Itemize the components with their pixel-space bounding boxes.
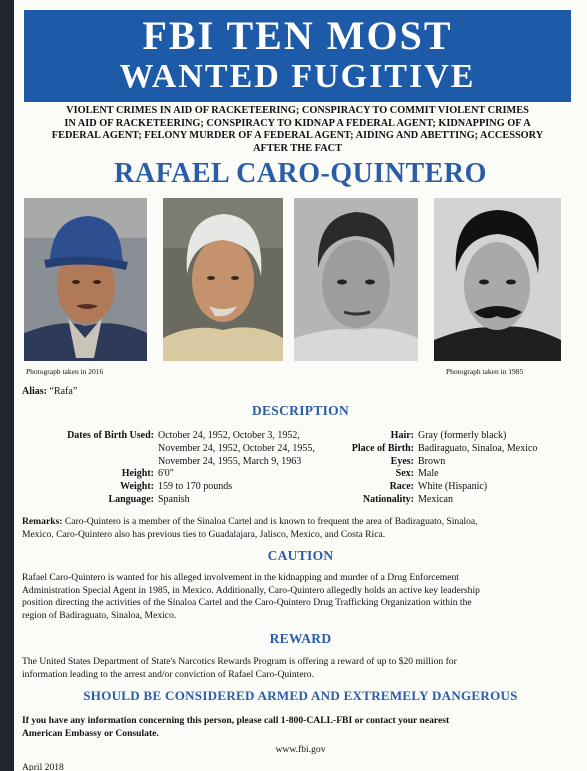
alias	[22, 386, 77, 397]
remarks	[22, 516, 574, 541]
contact-line: If you have any information concerning this person, please call 1-800-CALL-FBI or contact your nearest	[22, 715, 450, 726]
sex-value: Male	[418, 468, 439, 480]
height-value: 6'0"	[158, 468, 174, 480]
dob-line: November 24, 1952, October 24, 1955,	[158, 442, 315, 454]
caution-text	[22, 572, 574, 622]
remarks-label: Remarks:	[22, 516, 63, 527]
reward-heading: REWARD	[269, 631, 332, 646]
charges-line: VIOLENT CRIMES IN AID OF RACKETEERING; CONSPIRACY TO COMMIT VIOLENT CRIMES	[66, 105, 529, 116]
fugitive-name: RAFAEL CARO-QUINTERO	[114, 158, 487, 189]
photo-2016	[24, 198, 147, 361]
reward-line: The United States Department of State's Narcotics Rewards Program is offering a reward of up to $20 million for	[22, 656, 457, 667]
photo-caption-right: Photograph taken in 1985	[446, 367, 524, 376]
charges-list	[22, 105, 573, 155]
right-labels	[314, 430, 414, 507]
language-value: Spanish	[158, 493, 190, 505]
contact-info	[22, 714, 574, 740]
charges-line: FEDERAL AGENT; FELONY MURDER OF A FEDERAL AGENT; AIDING AND ABETTING; ACCESSORY	[51, 130, 544, 142]
remarks-line: Caro-Quintero is a member of the Sinaloa Cartel and is known to frequent the area of Badiraguato, Sinaloa,	[64, 516, 478, 527]
title-banner	[24, 10, 571, 102]
alias-label: Alias:	[22, 386, 47, 397]
caution-line: region of Badiraguato, Sinaloa, Mexico.	[22, 609, 177, 621]
dob-label: Dates of Birth Used:	[67, 430, 154, 441]
dob-values	[158, 430, 315, 507]
website-link[interactable]: www.fbi.gov	[275, 744, 326, 755]
caution-line: position directing the activities of the Sinaloa Cartel and the Caro-Quintero Drug Trafficking Organization within the	[22, 597, 472, 609]
photo-1985	[434, 198, 561, 361]
photo-white-hair	[163, 198, 283, 361]
banner-line-1: FBI TEN MOST	[142, 13, 453, 58]
language-label: Language:	[108, 493, 154, 505]
dob-line: October 24, 1952, October 3, 1952,	[158, 430, 300, 441]
alias-value: “Rafa”	[49, 386, 78, 397]
nationality-label: Nationality:	[362, 493, 414, 505]
reward-text	[22, 656, 574, 681]
race-label: Race:	[389, 481, 414, 493]
banner-line-2: WANTED FUGITIVE	[119, 58, 476, 95]
right-values	[418, 430, 537, 507]
hair-label: Hair:	[390, 430, 414, 441]
pob-value: Badiraguato, Sinaloa, Mexico	[418, 442, 538, 454]
caution-heading: CAUTION	[267, 548, 334, 563]
caution-line: Rafael Caro-Quintero is wanted for his alleged involvement in the kidnapping and murder of a Drug Enforcement	[22, 572, 459, 583]
publish-date: April 2018	[22, 762, 64, 771]
weight-label: Weight:	[120, 481, 154, 493]
charges-line: IN AID OF RACKETEERING; CONSPIRACY TO KIDNAP A FEDERAL AGENT; KIDNAPPING OF A	[64, 117, 531, 129]
height-label: Height:	[121, 468, 154, 480]
dob-line: November 24, 1955, March 9, 1963	[158, 455, 302, 467]
photo-grayscale	[294, 198, 418, 361]
hair-value: Gray (formerly black)	[418, 430, 507, 441]
weight-value: 159 to 170 pounds	[158, 481, 233, 493]
race-value: White (Hispanic)	[418, 481, 488, 493]
armed-dangerous-warning: SHOULD BE CONSIDERED ARMED AND EXTREMELY DANGEROUS	[83, 688, 518, 703]
nationality-value: Mexican	[418, 493, 453, 505]
remarks-line: Mexico. Caro-Quintero also has previous ties to Guadalajara, Jalisco, Mexico, and Costa Rica.	[22, 528, 386, 540]
reward-line: information leading to the arrest and/or conviction of Rafael Caro-Quintero.	[22, 668, 314, 680]
eyes-value: Brown	[418, 455, 446, 467]
pob-label: Place of Birth:	[351, 442, 414, 454]
left-labels	[14, 468, 154, 506]
charges-line: AFTER THE FACT	[253, 142, 342, 154]
contact-line: American Embassy or Consulate.	[22, 728, 159, 739]
description-heading: DESCRIPTION	[251, 403, 350, 418]
wanted-poster	[14, 0, 587, 771]
eyes-label: Eyes:	[390, 455, 414, 467]
sex-label: Sex:	[395, 468, 414, 480]
caution-line: Administration Special Agent in 1985, in Mexico. Additionally, Caro-Quintero allegedly holds an active key leadership	[22, 584, 480, 596]
photo-caption-left: Photograph taken in 2016	[26, 367, 104, 376]
